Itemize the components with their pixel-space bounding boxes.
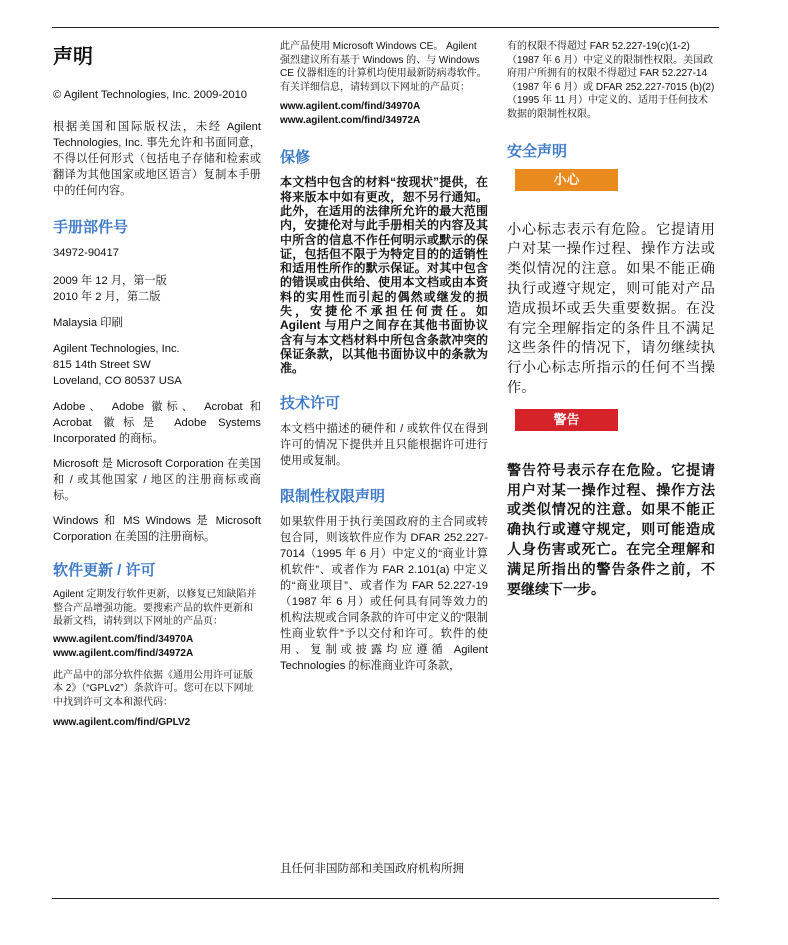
link-gplv2[interactable]: www.agilent.com/find/GPLV2 — [53, 716, 191, 728]
copyright-law-paragraph: 根据美国和国际版权法，未经 Agilent Technologies, Inc. 事先允许和书面同意，不得以任何形式（包括电子存储和检索或翻译为其他国家或地区语言）复制本手册中的任何内容。 — [53, 121, 261, 197]
software-update-paragraph: Agilent 定期发行软件更新，以修复已知缺陷并整合产品增强功能。要搜索产品的软件更新和最新文档，请转到以下网址的产品页： — [53, 589, 257, 628]
address-line-3: Loveland, CO 80537 USA — [53, 375, 182, 387]
part-number: 34972-90417 — [53, 247, 119, 259]
address-line-1: Agilent Technologies, Inc. — [53, 343, 180, 355]
link-34970a-ce[interactable]: www.agilent.com/find/34970A — [280, 101, 421, 113]
restricted-rights-paragraph: 如果软件用于执行美国政府的主合同或转包合同，则该软件应作为 DFAR 252.227-7014（1995 年 6 月）中定义的“商业计算机软件”、或者作为 FAR 2.101(a) 中定义的“商业项目”、或者作为 FAR 52.227-19 （1987 年 6 月）或任何具有同等效力的机构法规或合同条款的许可中定义的“限制性商业软件”予以交付和许可。软件的使用、复制或披露均应遵循 Agilent Technologies 的标准商业许可条款， — [280, 515, 488, 672]
caution-paragraph: 小心标志表示有危险。它提请用户对某一操作过程、操作方法或类似情况的注意。如果不能正确执行或遵守规定，则可能对产品造成损坏或丢失重要数据。在没有完全理解指定的条件且不满足这些条件的情况下，请勿继续执行小心标志所指示的任何不当操作。 — [507, 221, 715, 396]
windows-ce-paragraph: 此产品使用 Microsoft Windows CE。 Agilent 强烈建议所有基于 Windows 的、与 Windows CE 仪器相连的计算机均使用最新防病毒软件。有关详细信息，请转到以下网址的产品页： — [280, 41, 487, 93]
edition-line-1: 2009 年 12 月，第一版 — [53, 275, 167, 287]
warranty-heading: 保修 — [280, 149, 311, 167]
restricted-rights-heading: 限制性权限声明 — [280, 487, 386, 505]
footer-continuation-text: 且任何非国防部和美国政府机构所拥 — [280, 863, 464, 875]
trademark-microsoft: Microsoft 是 Microsoft Corporation 在美国和 / 或其他国家 / 地区的注册商标或商标。 — [53, 458, 261, 502]
page-title: 声明 — [53, 46, 93, 68]
warranty-paragraph: 本文档中包含的材料“按现状”提供，在将来版本中如有更改，恕不另行通知。此外，在适用的法律所允许的最大范围内，安捷伦对与此手册相关的内容及其中所含的信息不作任何明示或默示的保证，包括但不限于为特定目的的适销性和适用性所作的默示保证。对其中包含的错误或由供给、使用本文档或由本资料的实用性而引起的偶然或继发的损失，安捷伦不承担任何责任。如 Agilent 与用户之间存在其他书面协议含有与本文档材料中所包含条款冲突的保证条款，以其他书面协议中的条款为准。 — [280, 175, 488, 376]
bottom-rule — [52, 898, 719, 899]
gpl-paragraph: 此产品中的部分软件依据《通用公用许可证版本 2》（“GPLv2”）条款许可。您可在以下网址中找到许可文本和源代码： — [53, 669, 254, 708]
software-update-heading: 软件更新 / 许可 — [53, 562, 156, 579]
trademark-adobe: Adobe、 Adobe 徽标、 Acrobat 和 Acrobat 徽标是 Adobe Systems Incorporated 的商标。 — [53, 401, 261, 445]
caution-label: 小心 — [515, 169, 618, 191]
column-right — [507, 40, 715, 599]
link-34970a[interactable]: www.agilent.com/find/34970A — [53, 633, 194, 645]
warning-paragraph: 警告符号表示存在危险。它提请用户对某一操作过程、操作方法或类似情况的注意。如果不能正确执行或遵守规定，则可能造成人身伤害或死亡。在完全理解和满足所指出的警告条件之前，不要继续下一步。 — [507, 461, 715, 597]
printed-in: Malaysia 印刷 — [53, 317, 123, 329]
link-34972a-ce[interactable]: www.agilent.com/find/34972A — [280, 115, 421, 127]
column-left — [53, 40, 261, 730]
technology-license-heading: 技术许可 — [280, 394, 341, 412]
restricted-rights-continued: 有的权限不得超过 FAR 52.227-19(c)(1-2) （1987 年 6 月）中定义的限制性权限。美国政府用户所拥有的权限不得超过 FAR 52.227-14（1987 年 6 月）或 DFAR 252.227-7015 (b)(2)（1995 年 11 月）中定义的、适用于任何技术数据的限制性权限。 — [507, 41, 715, 120]
part-number-heading: 手册部件号 — [53, 219, 129, 236]
link-34972a[interactable]: www.agilent.com/find/34972A — [53, 647, 194, 659]
copyright-line: © Agilent Technologies, Inc. 2009-2010 — [53, 89, 248, 101]
edition-line-2: 2010 年 2 月，第二版 — [53, 291, 161, 303]
safety-notices-heading: 安全声明 — [507, 142, 568, 160]
warning-label: 警告 — [515, 409, 618, 431]
column-middle — [280, 40, 488, 674]
top-rule — [52, 27, 719, 28]
trademark-windows: Windows 和 MS Windows 是 Microsoft Corporation 在美国的注册商标。 — [53, 515, 261, 543]
technology-license-paragraph: 本文档中描述的硬件和 / 或软件仅在得到许可的情况下提供并且只能根据许可进行使用或复制。 — [280, 422, 488, 467]
address-line-2: 815 14th Street SW — [53, 359, 151, 371]
